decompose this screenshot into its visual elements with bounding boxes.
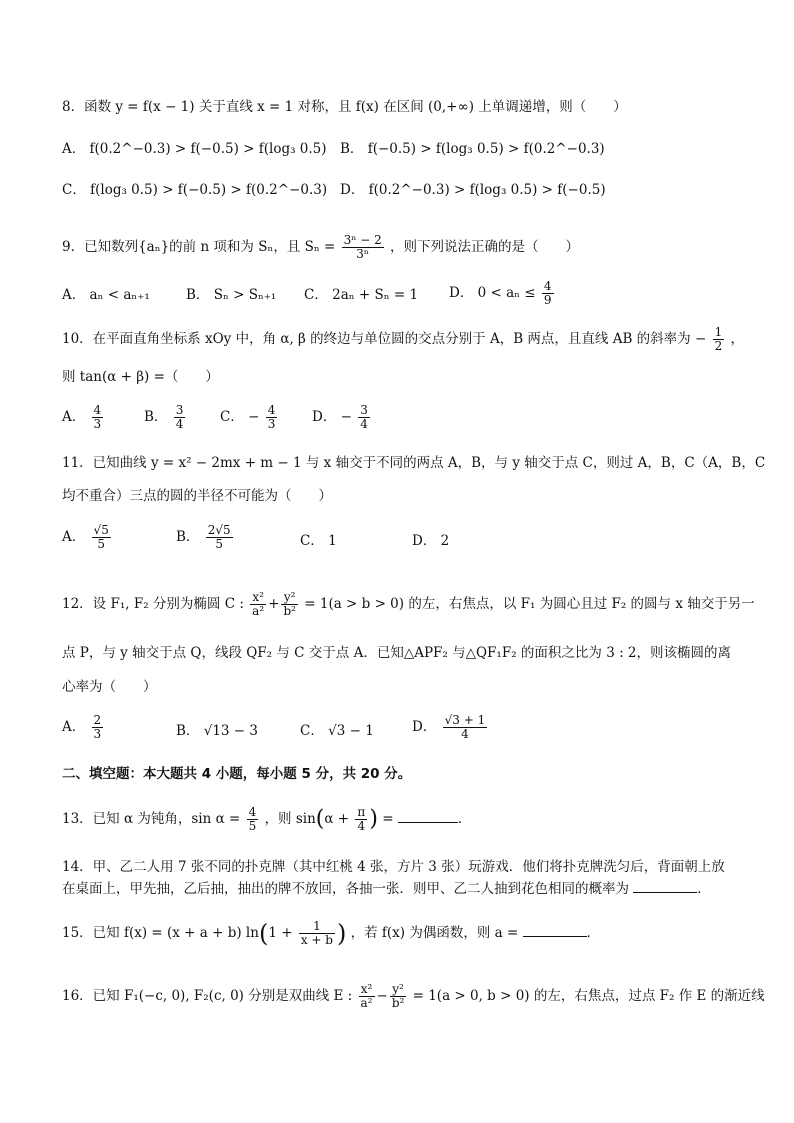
q12-stem-b: 点 P，与 y 轴交于点 Q，线段 QF₂ 与 C 交于点 A．已知△APF₂ 与△QF₁F₂ 的面积之比为 3 : 2，则该椭圆的离: [62, 645, 732, 661]
q11-a-den: 5: [97, 537, 105, 551]
q10-option-c-fraction: [266, 404, 278, 431]
q10-slope-fraction: [713, 326, 725, 353]
q10-a-den: 3: [93, 417, 102, 431]
q12-ellipse-term-x: [250, 591, 266, 618]
q9-stem-a: 9．已知数列{aₙ}的前 n 项和为 Sₙ，且 Sₙ =: [62, 239, 336, 255]
q15-inner: 1 +: [268, 925, 293, 941]
q11-stem-a: 11．已知曲线 y = x² − 2mx + m − 1 与 x 轴交于不同的两点 A，B，与 y 轴交于点 C，则过 A，B，C（A，B，C: [62, 455, 766, 471]
q10-stem-b: ，: [730, 331, 744, 347]
q16-minus: −: [376, 988, 388, 1004]
q11-b-den: 5: [215, 537, 223, 551]
q16-hyperbola-term-x: [359, 983, 375, 1010]
q12-ellipse-term-y: [281, 591, 298, 618]
q12-stem-a2: = 1(a > b > 0) 的左，右焦点，以 F₁ 为圆心且过 F₂ 的圆与 x 轴交于另一: [304, 596, 755, 612]
q15-den: x + b: [300, 933, 333, 947]
q8-stem: 8．函数 y = f(x − 1) 关于直线 x = 1 对称，且 f(x) 在区间 (0,+∞) 上单调递增，则（ ）: [62, 99, 627, 115]
q11-option-d: D． 2: [412, 533, 450, 549]
q10-option-b-fraction: [174, 404, 186, 431]
q15-answer-blank[interactable]: [523, 924, 587, 937]
q13-sin-fraction: [247, 806, 259, 833]
q15-paren-open: (: [258, 919, 269, 948]
q12-y-den: b²: [283, 604, 296, 618]
q9-option-b: B． Sₙ > Sₙ₊₁: [186, 287, 277, 303]
q16-stem-a: 16．已知 F₁(−c, 0), F₂(c, 0) 分别是双曲线 E :: [62, 988, 353, 1004]
q8-option-d: D． f(0.2^−0.3) > f(log₃ 0.5) > f(−0.5): [340, 182, 606, 198]
q9-stem-b: ，则下列说法正确的是（ ）: [390, 239, 580, 255]
q12-stem-c: 心率为（ ）: [62, 679, 157, 695]
q13-stem-a: 13．已知 α 为钝角，sin α =: [62, 811, 241, 827]
q10-option-b: [144, 404, 187, 431]
q14-answer-blank[interactable]: [633, 880, 697, 893]
q14-line2: [62, 879, 711, 899]
q10-option-a-fraction: [92, 404, 104, 431]
q16-x-den: a²: [360, 996, 373, 1010]
q8-option-c: C． f(log₃ 0.5) > f(−0.5) > f(0.2^−0.3): [62, 182, 328, 198]
q9-option-c: C． 2aₙ + Sₙ = 1: [304, 287, 419, 303]
q10-option-d-label: D． −: [312, 409, 352, 425]
q9-option-d-fraction: [542, 280, 554, 307]
q12-a-den: 3: [93, 727, 102, 741]
q10-option-c-label: C． −: [220, 409, 260, 425]
q16-x-num: x²: [359, 983, 375, 997]
q10-option-a: [62, 404, 105, 431]
q9-frac-num: 3ⁿ − 2: [343, 233, 382, 247]
q10-a-num: 4: [93, 403, 102, 417]
q10-option-c: [220, 404, 279, 431]
q9-frac-den: 3ⁿ: [356, 247, 370, 261]
q10-option-d-fraction: [358, 404, 370, 431]
q14-end: ．: [697, 881, 711, 897]
q12-option-a-fraction: [92, 714, 104, 741]
q11-b-num: 2√5: [207, 523, 231, 537]
q12-d-den: 4: [461, 727, 469, 741]
q13-paren-open: (: [315, 806, 325, 832]
q12-y-num: y²: [281, 591, 298, 605]
q10-d-den: 4: [360, 417, 368, 431]
q12-x-den: a²: [252, 604, 265, 618]
q13-equals: =: [382, 811, 394, 827]
q13-pi-den: 4: [357, 819, 366, 833]
q12-option-d: [412, 714, 489, 741]
q13-inner: α +: [324, 811, 350, 827]
q13-sin-den: 5: [248, 819, 257, 833]
q12-option-c: C． √3 − 1: [300, 723, 374, 739]
q10-stem-a: 10．在平面直角坐标系 xOy 中，角 α, β 的终边与单位圆的交点分别于 A，B 两点，且直线 AB 的斜率为 −: [62, 331, 707, 347]
q13-end: ．: [457, 811, 472, 827]
q11-option-b: [176, 524, 235, 551]
q14-line2-text: 在桌面上，甲先抽，乙后抽，抽出的牌不放回，各抽一张．则甲、乙二人抽到花色相同的概率为: [62, 881, 629, 897]
q10-slope-den: 2: [714, 339, 723, 353]
q13-pi-num: π: [357, 805, 366, 819]
q10-option-a-label: A．: [62, 409, 86, 425]
q10-d-num: 3: [360, 403, 368, 417]
q13-sin-num: 4: [248, 805, 257, 819]
q9-stem: [62, 234, 579, 261]
q11-option-c: C． 1: [300, 533, 337, 549]
q13-pi-fraction: [355, 806, 367, 833]
q10-stem-c: 则 tan(α + β) =（ ）: [62, 369, 219, 385]
q16-stem-b: = 1(a > 0, b > 0) 的左，右焦点，过点 F₂ 作 E 的渐近线: [412, 988, 765, 1004]
q9-option-d-label: D． 0 < aₙ ≤: [449, 285, 536, 301]
q11-option-a: [62, 524, 113, 551]
q10-c-den: 3: [267, 417, 276, 431]
q10-option-d: [312, 404, 372, 431]
q8-option-b: B． f(−0.5) > f(log₃ 0.5) > f(0.2^−0.3): [340, 141, 605, 157]
q12-stem-a1: 12．设 F₁, F₂ 分别为椭圆 C :: [62, 596, 244, 612]
q9-fraction: [342, 234, 384, 261]
q16-stem: [62, 983, 765, 1010]
q11-option-a-label: A．: [62, 529, 86, 545]
q10-b-den: 4: [175, 417, 184, 431]
q9-option-a: A． aₙ < aₙ₊₁: [62, 287, 150, 303]
q15-paren-close: ): [336, 919, 347, 948]
q11-option-b-fraction: [206, 524, 233, 551]
q9-option-d: [449, 280, 556, 307]
q12-a-num: 2: [93, 713, 102, 727]
q10-slope-num: 1: [714, 325, 723, 339]
q12-option-a: [62, 714, 105, 741]
q10-option-b-label: B．: [144, 409, 168, 425]
q15-num: 1: [299, 920, 335, 934]
q12-option-b: B． √13 − 3: [176, 723, 258, 739]
q13-answer-blank[interactable]: [398, 810, 458, 823]
q10-stem: [62, 326, 744, 353]
q12-stem-a: [62, 591, 755, 618]
q14-line1: 14．甲、乙二人用 7 张不同的扑克牌（其中红桃 4 张，方片 3 张）玩游戏．他们将扑克牌洗匀后，背面朝上放: [62, 859, 725, 875]
q15-stem: [62, 920, 600, 947]
q13-stem-b: ，则 sin: [264, 811, 316, 827]
q9-option-d-den: 9: [543, 293, 552, 307]
q10-b-num: 3: [175, 403, 184, 417]
q13-stem: [62, 806, 471, 833]
q12-d-num: √3 + 1: [444, 713, 486, 727]
q10-c-num: 4: [267, 403, 276, 417]
q16-y-num: y²: [390, 983, 407, 997]
q9-option-d-num: 4: [543, 279, 552, 293]
q13-paren-close: ): [369, 806, 378, 832]
q11-option-a-fraction: [92, 524, 111, 551]
q11-stem-b: 均不重合）三点的圆的半径不可能为（ ）: [62, 488, 332, 504]
q15-end: ．: [586, 925, 601, 941]
q12-option-a-label: A．: [62, 719, 86, 735]
q15-stem-b: ，若 f(x) 为偶函数，则 a =: [350, 925, 519, 941]
q12-option-d-fraction: [443, 714, 488, 741]
q12-plus: +: [268, 596, 280, 612]
q12-x-num: x²: [250, 591, 266, 605]
q16-hyperbola-term-y: [390, 983, 407, 1010]
section-2-heading: 二、填空题：本大题共 4 小题，每小题 5 分，共 20 分。: [62, 766, 412, 782]
q11-a-num: √5: [93, 523, 109, 537]
q11-option-b-label: B．: [176, 529, 200, 545]
q15-stem-a: 15．已知 f(x) = (x + a + b) ln: [62, 925, 259, 941]
q12-option-d-label: D．: [412, 719, 437, 735]
q8-option-a: A． f(0.2^−0.3) > f(−0.5) > f(log₃ 0.5): [62, 141, 327, 157]
q15-fraction: [299, 920, 335, 947]
q16-y-den: b²: [391, 996, 405, 1010]
